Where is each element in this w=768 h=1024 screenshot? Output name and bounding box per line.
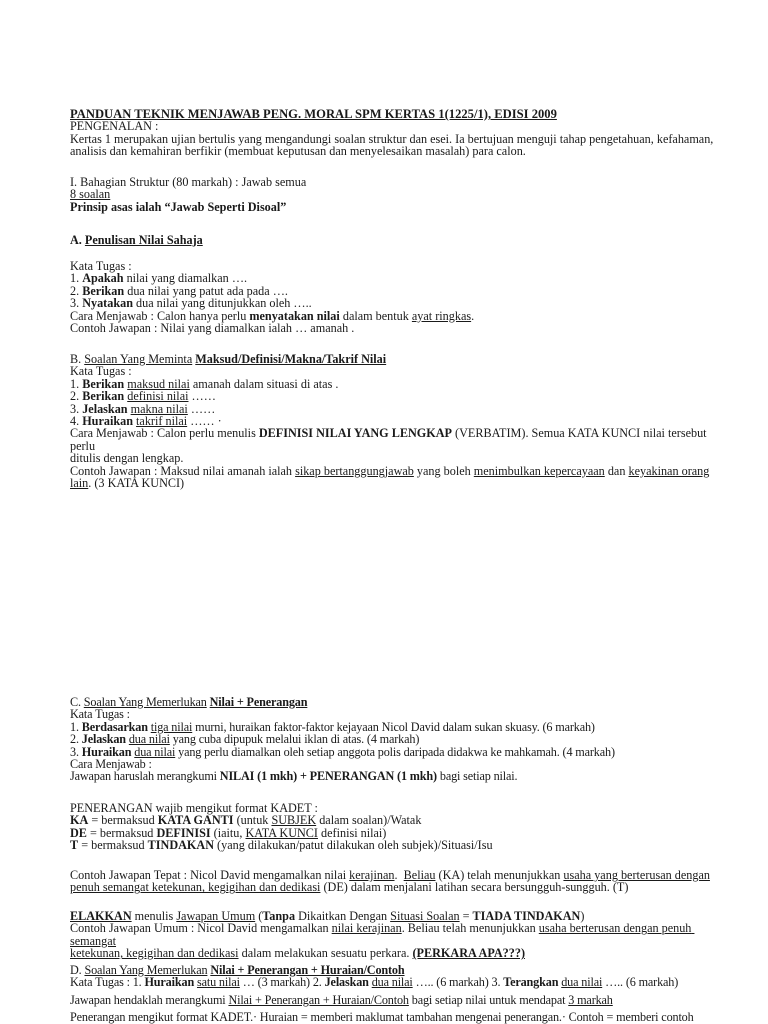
- section-d: [70, 964, 720, 989]
- section-b-cara-menjawab-cont: ditulis dengan lengkap.: [70, 451, 184, 466]
- kadet-intro: PENERANGAN wajib mengikut format KADET :: [70, 801, 318, 815]
- section-b-contoh-jawapan: Contoh Jawapan : Maksud nilai amanah ialah sikap bertanggungjawab yang boleh menimbulkan kepercayaan dan keyakinan orang: [70, 463, 710, 478]
- section-d-body: [70, 994, 720, 1006]
- section-a-kata-tugas: Kata Tugas :: [70, 259, 132, 273]
- part-1: [70, 176, 720, 213]
- section-c-cara-menjawab: Cara Menjawab :: [70, 757, 152, 772]
- section-d-penerangan-line: Penerangan mengikut format KADET.· Huraian = memberi maklumat tambahan mengenai penerangan.· Contoh = memberi contoh: [70, 1010, 694, 1024]
- section-c-kata-tugas: Kata Tugas :: [70, 707, 130, 722]
- section-c-item-2: 2. Jelaskan dua nilai yang cuba dipupuk melalui iklan di atas. (4 markah): [70, 732, 420, 747]
- section-d-heading: D. Soalan Yang Memerlukan Nilai + Penerangan + Huraian/Contoh: [70, 963, 405, 977]
- contoh-tepat-line-2: penuh semangat ketekunan, kegigihan dan dedikasi (DE) dalam menjalani latihan secara bersungguh-sungguh. (T): [70, 880, 629, 895]
- section-c-contoh-tepat: [70, 869, 720, 894]
- document-title: PANDUAN TEKNIK MENJAWAB PENG. MORAL SPM KERTAS 1(1225/1), EDISI 2009: [70, 107, 557, 121]
- section-c-kadet: [70, 802, 720, 852]
- section-c-elakkan: [70, 910, 720, 960]
- contoh-tepat-line-1: Contoh Jawapan Tepat : Nicol David mengamalkan nilai kerajinan. Beliau (KA) telah menunjukkan usaha yang berterusan dengan: [70, 868, 710, 882]
- section-b-contoh-jawapan-cont: lain. (3 KATA KUNCI): [70, 476, 185, 491]
- section-d-kata-tugas: Kata Tugas : 1. Huraikan satu nilai … (3 markah) 2. Jelaskan dua nilai ….. (6 markah) 3. Terangkan dua nilai ….. (6 markah): [70, 975, 679, 990]
- part1-line-2: 8 soalan: [70, 187, 111, 202]
- section-a-item-1: 1. Apakah nilai yang diamalkan ….: [70, 271, 248, 286]
- section-a-item-3: 3. Nyatakan dua nilai yang ditunjukkan oleh …..: [70, 296, 312, 311]
- section-d-penerangan: [70, 1011, 720, 1023]
- intro-line-2: analisis dan kemahiran berfikir (membuat keputusan dan menyelesaikan masalah) para calon.: [70, 144, 526, 159]
- section-a-heading: A. Penulisan Nilai Sahaja: [70, 233, 203, 247]
- section-a-cara-menjawab: Cara Menjawab : Calon hanya perlu menyatakan nilai dalam bentuk ayat ringkas.: [70, 308, 475, 323]
- section-a-body: [70, 260, 720, 334]
- elakkan-line: ELAKKAN menulis Jawapan Umum (Tanpa Dikaitkan Dengan Situasi Soalan = TIADA TINDAKAN): [70, 909, 585, 923]
- kadet-t: T = bermaksud TINDAKAN (yang dilakukan/patut dilakukan oleh subjek)/Situasi/Isu: [70, 838, 493, 853]
- document-header: [70, 108, 720, 158]
- section-c-heading: C. Soalan Yang Memerlukan Nilai + Penerangan: [70, 695, 308, 709]
- section-b-heading: B. Soalan Yang Meminta Maksud/Definisi/Makna/Takrif Nilai: [70, 352, 387, 366]
- kadet-ka: KA = bermaksud KATA GANTI (untuk SUBJEK dalam soalan)/Watak: [70, 813, 422, 828]
- section-a-contoh-jawapan: Contoh Jawapan : Nilai yang diamalkan ialah … amanah .: [70, 321, 355, 336]
- contoh-umum-line-1: Contoh Jawapan Umum : Nicol David mengamalkan nilai kerajinan. Beliau telah menunjukkan usaha berterusan dengan penuh semangat: [70, 921, 695, 948]
- section-b-item-4: 4. Huraikan takrif nilai …… ·: [70, 414, 222, 429]
- section-b-item-3: 3. Jelaskan makna nilai ……: [70, 401, 216, 416]
- part1-line-1: I. Bahagian Struktur (80 markah) : Jawab semua: [70, 175, 307, 189]
- section-b-cara-menjawab: Cara Menjawab : Calon perlu menulis DEFINISI NILAI YANG LENGKAP (VERBATIM). Semua KATA KUNCI nilai tersebut perlu: [70, 426, 710, 453]
- section-a-item-2: 2. Berikan dua nilai yang patut ada pada ….: [70, 283, 288, 298]
- section-b-item-1: 1. Berikan maksud nilai amanah dalam situasi di atas .: [70, 376, 339, 391]
- intro-heading: PENGENALAN :: [70, 119, 159, 134]
- section-a: [70, 234, 720, 246]
- intro-line-1: Kertas 1 merupakan ujian bertulis yang mengandungi soalan struktur dan esei. Ia bertujuan menguji tahap pengetahuan, kefahaman,: [70, 131, 714, 146]
- section-b-item-2: 2. Berikan definisi nilai ……: [70, 389, 216, 404]
- part1-principle: Prinsip asas ialah “Jawab Seperti Disoal”: [70, 199, 287, 214]
- kadet-de: DE = bermaksud DEFINISI (iaitu, KATA KUNCI definisi nilai): [70, 825, 387, 840]
- section-b: [70, 353, 720, 489]
- section-c: [70, 696, 720, 783]
- section-c-item-3: 3. Huraikan dua nilai yang perlu diamalkan oleh setiap anggota polis daripada didakwa ke mahkamah. (4 markah): [70, 744, 615, 759]
- section-d-jawapan: Jawapan hendaklah merangkumi Nilai + Penerangan + Huraian/Contoh bagi setiap nilai untuk mendapat 3 markah: [70, 993, 613, 1007]
- contoh-umum-line-2: ketekunan, kegigihan dan dedikasi dalam melakukan sesuatu perkara. (PERKARA APA???): [70, 946, 525, 961]
- section-c-item-1: 1. Berdasarkan tiga nilai murni, huraikan faktor-faktor kejayaan Nicol David dalam sukan skuasy. (6 markah): [70, 719, 595, 734]
- section-c-jawapan: Jawapan haruslah merangkumi NILAI (1 mkh) + PENERANGAN (1 mkh) bagi setiap nilai.: [70, 769, 518, 784]
- section-b-kata-tugas: Kata Tugas :: [70, 364, 132, 379]
